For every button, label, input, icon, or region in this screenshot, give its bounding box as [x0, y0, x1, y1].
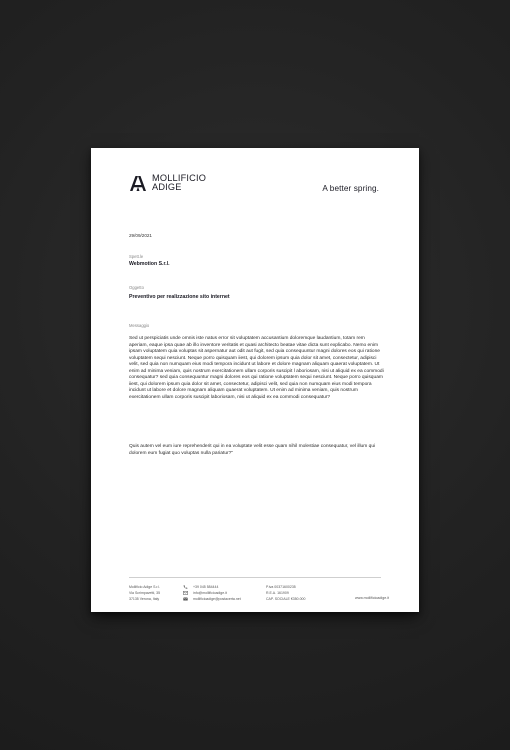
footer-website[interactable]: www.mollificioadige.it	[355, 596, 389, 600]
footer-email[interactable]: info@mollificioadige.it	[193, 591, 227, 596]
footer-contacts-block	[183, 584, 241, 603]
brand-name-line1: MOLLIFICIO	[152, 173, 207, 183]
letterhead-page	[91, 148, 419, 612]
footer-company-block	[129, 584, 160, 603]
brand-name-line2: ADIGE	[152, 182, 182, 192]
subject-text: Preventivo per realizzazione sito internet	[129, 294, 230, 300]
mollificio-adige-logo-icon	[129, 175, 147, 192]
footer-pec-row	[183, 596, 241, 602]
email-icon	[183, 591, 189, 595]
footer-divider	[129, 577, 381, 578]
message-paragraph-2: Quis autem vel eum iure reprehenderit qui in ea voluptate velit esse quam nihil molestiae consequatur, vel illum qui dolorem eum fugiat quo voluptas nulla pariatur?"	[129, 444, 376, 456]
pec-icon	[183, 597, 189, 601]
footer-legal-block	[266, 584, 305, 603]
footer-company: Mollificio Adige S.r.l.	[129, 585, 161, 589]
recipient-label: Spett.le	[129, 254, 144, 259]
footer-phone: +39 045 584444	[193, 585, 219, 589]
footer-capital: CAP. SOCIALE €350.000	[266, 597, 306, 602]
recipient-name: Webmotion S.r.l.	[129, 261, 170, 267]
phone-icon	[183, 585, 189, 589]
subject-label: Oggetto	[129, 285, 144, 290]
footer-address: Via Scrimpavetti, 35	[129, 591, 161, 596]
letter-date: 29/09/2021	[129, 233, 152, 238]
footer-rea: R.E.A. 161909	[266, 591, 289, 596]
footer-pec[interactable]: mollificioadige@postacerta.net	[193, 597, 241, 602]
brand-logo	[129, 174, 206, 192]
footer-piva: P.iva 00371600235	[266, 585, 296, 589]
brand-name	[152, 174, 206, 192]
message-paragraph-1: Sed ut perspiciatis unde omnis iste natus error sit voluptatem accusantium doloremque laudantium, totam rem aperiam, eaque ipsa quae ab illo inventore veritatis et quasi architecto beatae vitae dicta sunt explicabo. Nemo enim ipsam voluptatem quia voluptas sit aspernatur aut odit aut fugit, sed quia consequuntur magni dolores eos qui ratione voluptatem sequi nesciunt. Neque porro quisquam iiest, qui dolorem ipsum quia dolor sit amet, consectetur, adipisci velit, sed quia non numquam eius modi tempora incidunt ut labore et dolore magnam aliquam quaerat voluptatem. Ut enim ad minima veniam, quis nostrum exercitationem ullam corporis suscipit l aboriosam, nisi ut aliquid ex ea commodi consequatur? sed quia consequuntur magni dolores eos qui ratione voluptatem sequi nesciunt. Neque porro quisquam iiest, qui dolorem ipsum quia dolor sit amet, consectetur, adipisci velit, sed quia non numquam eius modi tempora incidunt ut labore et dolore magnam aliquam quaerat voluptatem. Ut enim ad minima veniam, quis nostrum exercitationem ullam corporis suscipit laboriosam, nisi ut aliquid ex ea commodi consequatur?	[129, 336, 384, 400]
message-label: Messaggio	[129, 323, 150, 328]
brand-tagline: A better spring.	[322, 184, 379, 193]
footer-city: 37135 Verona, Italy	[129, 597, 160, 602]
